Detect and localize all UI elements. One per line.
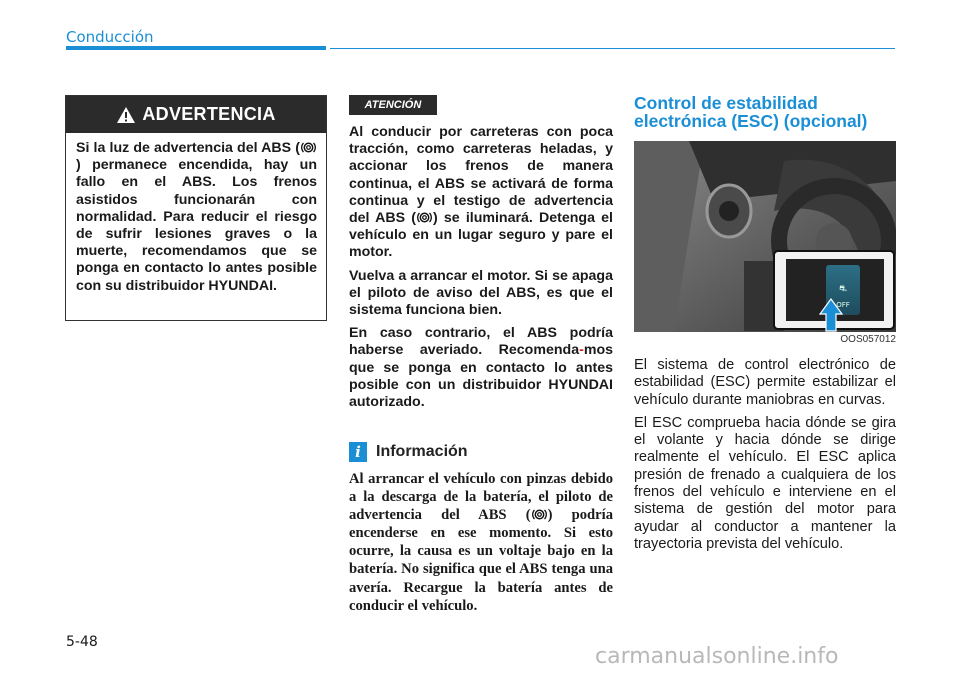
attention-text (349, 124, 613, 417)
image-code: OOS057012 (840, 334, 896, 345)
abs-warning-icon (301, 141, 316, 154)
warning-text (66, 133, 326, 295)
warning-header (66, 96, 326, 133)
attention-p1-end: ) se iluminará. Detenga el vehículo en un lugar seguro y pare el motor. (349, 210, 613, 261)
info-text-end: ) podría encenderse en ese momento. Si esto ocurre, la causa es un voltaje bajo en la batería. No significa que el ABS tenga una avería. Recargue la batería antes de conducir el vehículo. (349, 507, 613, 614)
info-heading (349, 442, 468, 462)
attention-paragraph-1 (349, 124, 613, 262)
dashboard-photo (634, 141, 896, 332)
attention-paragraph-3 (349, 325, 613, 411)
watermark: carmanualsonline.info (595, 644, 839, 669)
attention-p1-start: Al conducir por carreteras con poca tracción, como carreteras heladas, y accionar los frenos de manera continua, el ABS se activará de forma continua y el testigo de advertencia del ABS ( (349, 124, 613, 227)
esc-text (634, 357, 896, 559)
header-rule-thick (66, 46, 326, 50)
info-icon: i (349, 442, 367, 462)
esc-paragraph-1: El sistema de control electrónico de estabilidad (ESC) permite estabilizar el vehículo durante maniobras en curvas. (634, 357, 896, 408)
section-title: Conducción (66, 28, 154, 46)
warning-box (65, 95, 327, 321)
info-text-start: Al arrancar el vehículo con pinzas debido a la descarga de la batería, el piloto de advertencia del ABS ( (349, 471, 613, 524)
abs-warning-icon (417, 211, 432, 224)
attention-p3-end: mos que se ponga en contacto lo antes posible con un distribuidor HYUNDAI autorizado. (349, 342, 613, 411)
hyphen-mark: - (579, 342, 584, 359)
info-text (349, 470, 613, 615)
warning-triangle-icon (116, 106, 136, 124)
esc-off-button-label: OFF (836, 301, 850, 309)
info-title: Información (376, 443, 468, 460)
esc-section-title: Control de estabilidad electrónica (ESC) (opcional) (634, 93, 868, 131)
svg-text:⛐: ⛐ (839, 284, 847, 294)
esc-paragraph-2: El ESC comprueba hacia dónde se gira el volante y hacia dónde se dirige realmente el vehículo. El ESC aplica presión de frenado a cualquiera de los frenos del vehículo e interviene en el sistema de gestión del motor para ayudar al conductor a mantener la trayectoria prevista del vehículo. (634, 414, 896, 552)
warning-text-end: ) permanece encendida, hay un fallo en el ABS. Los frenos asistidos funcionarán con normalidad. Para reducir el riesgo de sufrir lesiones graves o la muerte, recomendamos que se ponga en contacto lo antes posible con su distribuidor HYUNDAI. (76, 157, 317, 294)
warning-text-start: Si la luz de advertencia del ABS ( (76, 140, 300, 156)
attention-p3-start: En caso contrario, el ABS podría haberse averiado. Recomenda (349, 325, 613, 359)
abs-warning-icon (532, 508, 547, 521)
header-rule-thin (330, 48, 895, 49)
page-number: 5-48 (66, 634, 98, 650)
warning-title: ADVERTENCIA (142, 104, 276, 124)
attention-label: ATENCIÓN (349, 95, 437, 115)
dashboard-illustration (634, 141, 896, 332)
attention-paragraph-2: Vuelva a arrancar el motor. Si se apaga el piloto de aviso del ABS, es que el sistema funciona bien. (349, 267, 613, 319)
